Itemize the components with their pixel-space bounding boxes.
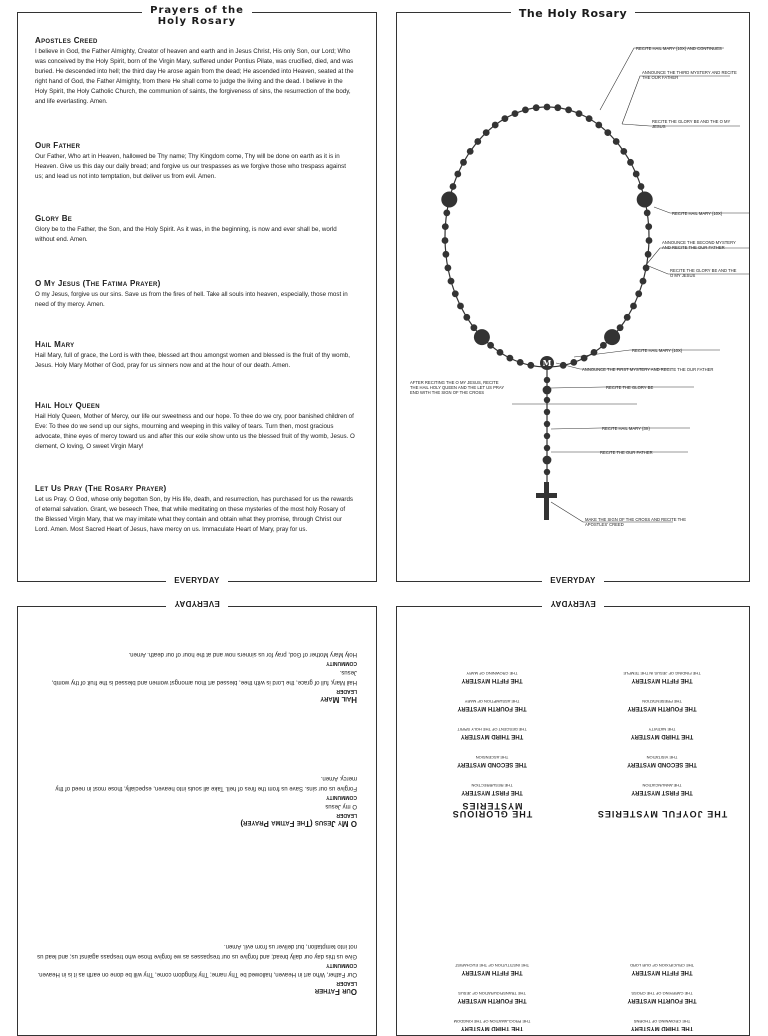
leader-text: O my Jesus: [325, 803, 357, 809]
community-label: COMMUNITY: [326, 962, 357, 968]
mystery-desc: THE PROCLAMATION OF THE KINGDOM: [453, 1019, 531, 1024]
prayer-title: Apostles Creed: [35, 36, 98, 45]
crucifix: [536, 482, 557, 520]
prayer-text: I believe in God, the Father Almighty, Creator of heaven and earth and in Jesus Christ, His only Son, our Lord; Who was conceived by the Holy Spirit, born of the Virgin Mary, suffered under Pontius Pilate, was crucified, died, and was buried. He descended into hell; the third day He arose again from the dead; He ascended into Heaven, seated at the right hand of God, the Father Almighty, from there He shall come to judge the living and the dead. I believe in the Holy Spirit, the Holy Catholic Church, the communion of saints, the forgiveness of sins, the resurrection of the body, and life everlasting. Amen.: [35, 48, 354, 106]
hail-mary-bead: [512, 110, 519, 117]
label-after-reciting: AFTER RECITING THE O MY JESUS, RECITE THE HAIL HOLY QUEEN AND THE LET US PRAY END WITH THE SIGN OF THE CROSS: [410, 380, 505, 395]
stem-bead: [544, 469, 550, 475]
hail-mary-bead: [502, 115, 509, 122]
prayer-hail-mary: [35, 340, 355, 371]
leader-label: LEADER: [336, 812, 357, 818]
hail-mary-bead: [527, 362, 534, 369]
sorrowful-4: [592, 990, 732, 1004]
joyful-1: [592, 782, 732, 796]
hail-mary-bead: [467, 148, 474, 155]
prayers-title-line2: Holy Rosary: [157, 16, 237, 27]
hail-mary-bead: [646, 237, 653, 244]
hail-mary-bead: [640, 278, 647, 285]
joyful-title-text: THE JOYFUL MYSTERIES: [596, 809, 728, 819]
label-glory-be-stem: RECITE THE GLORY BE: [606, 385, 654, 390]
community-text: Forgive us our sins. Save us from the fires of hell. Take all souls into heaven, especially, those most in need of thy mercy. Amen.: [55, 775, 357, 791]
prayer-text: O my Jesus, forgive us our sins. Save us from the fires of hell. Take all souls into heaven, especially, those most in need of thy mercy. Amen.: [35, 291, 348, 309]
prayer-let-us-pray: [35, 484, 355, 535]
label-first-mystery: ANNOUNCE THE FIRST MYSTERY AND RECITE THE OUR FATHER: [582, 367, 714, 372]
label-glory-be-mid: RECITE THE GLORY BE AND THE O MY JESUS: [670, 268, 737, 278]
label-second-mystery: ANNOUNCE THE SECOND MYSTERY AND RECITE THE OUR FATHER: [662, 240, 736, 250]
community-text: Give us this day our daily bread; and forgive us our trespasses as we forgive those who trespass against us; and lead us not into temptation, but deliver us from evil. Amen.: [37, 943, 357, 959]
prayer-title: Hail Mary: [35, 340, 75, 349]
hail-mary-bead: [624, 314, 631, 321]
mystery-number: THE FIFTH MYSTERY: [461, 969, 523, 975]
prayer-text: Glory be to the Father, the Son, and the Holy Spirit. As it was, in the beginning, is now and ever shall be, world without end. Amen.: [35, 226, 337, 244]
prayer-text: Hail Mary, full of grace, the Lord is with thee, blessed art thou amongst women and blessed is the fruit of thy womb, Jesus. Holy Mary Mother of God, pray for us sinners now and at the hour of our death. Amen.: [35, 352, 350, 370]
responsive-prayers-page: [17, 599, 377, 1036]
hail-mary-bead: [644, 210, 651, 217]
prayers-page: [17, 5, 377, 585]
hail-mary-bead: [471, 324, 478, 331]
hail-mary-bead: [474, 138, 481, 145]
label-hail-mary-10: RECITE HAIL MARY (10X): [672, 211, 723, 216]
mystery-desc: THE ASSUMPTION OF MARY: [464, 699, 520, 704]
hail-mary-bead: [517, 359, 524, 366]
hail-mary-bead: [497, 349, 504, 356]
hail-mary-bead: [600, 342, 607, 349]
hail-mary-bead: [586, 115, 593, 122]
section-title: Our Father: [314, 987, 357, 996]
prayer-title: Glory Be: [35, 214, 73, 223]
leader-label: LEADER: [336, 980, 357, 986]
responsive-footer: [17, 596, 377, 614]
glorious-4: [422, 698, 562, 712]
hail-mary-bead: [448, 278, 455, 285]
prayers-footer: [17, 570, 377, 588]
hail-mary-bead: [442, 223, 449, 230]
responsive-hail-mary: [37, 649, 357, 704]
mysteries-page: [396, 599, 750, 1036]
mystery-desc: THE CRUCIFIXION OF OUR LORD: [630, 963, 695, 968]
prayer-glory-be: [35, 214, 355, 245]
leader-text: Our Father, Who art in Heaven, hallowed be Thy name; Thy Kingdom come, Thy will be done on earth as it is in Heaven.: [37, 971, 357, 977]
sorrowful-5: [592, 962, 732, 976]
luminous-3: [422, 1018, 562, 1032]
medal-letter: M: [542, 358, 552, 368]
stem-bead: [544, 377, 550, 383]
prayers-title: [17, 5, 377, 29]
mystery-desc: THE DESCENT OF THE HOLY SPIRIT: [457, 727, 527, 732]
everyday-logo: EVERYDAY: [166, 599, 227, 608]
mystery-number: THE THIRD MYSTERY: [630, 1025, 694, 1031]
label-sign-of-cross: MAKE THE SIGN OF THE CROSS AND RECITE THE APOSTLES' CREED: [585, 517, 686, 527]
mystery-desc: THE ASCENSION: [475, 755, 509, 760]
mystery-desc: THE NATIVITY: [648, 727, 676, 732]
hail-mary-bead: [544, 104, 551, 111]
glorious-title-text: THE GLORIOUS MYSTERIES: [451, 801, 533, 819]
mystery-desc: THE FINDING OF JESUS IN THE TEMPLE: [623, 671, 701, 676]
prayer-title: Let Us Pray (The Rosary Prayer): [35, 484, 167, 493]
mystery-desc: THE RESURRECTION: [471, 783, 513, 788]
hail-mary-bead: [613, 138, 620, 145]
prayer-fatima: [35, 279, 355, 310]
hail-mary-bead: [635, 290, 642, 297]
hail-mary-bead: [576, 110, 583, 117]
hail-mary-bead: [570, 359, 577, 366]
prayer-text: Hail Holy Queen, Mother of Mercy, our life our sweetness and our hope. To thee do we cry, poor banished children of Eve: To thee do we send up our sighs, mourning and weeping in this valley of tears. Turn then, most gracious advocate, thine eyes of mercy toward us and after this our exile show unto us the blessed fruit of thy womb, Jesus. O clement, O loving, O sweet Virgin Mary!: [35, 413, 355, 451]
hail-mary-bead: [522, 107, 529, 114]
rosary-page: [396, 7, 750, 585]
hail-mary-bead: [460, 159, 467, 166]
mystery-number: THE SECOND MYSTERY: [627, 761, 697, 767]
hail-mary-bead: [633, 171, 640, 178]
hail-mary-bead: [643, 265, 650, 272]
prayer-hail-holy-queen: [35, 401, 355, 452]
section-title: O My Jesus (The Fatima Prayer): [240, 819, 357, 828]
hail-mary-bead: [463, 314, 470, 321]
joyful-3: [592, 726, 732, 740]
hail-mary-bead: [457, 303, 464, 310]
community-label: COMMUNITY: [326, 660, 357, 666]
label-hail-mary-continues: RECITE HAIL MARY (10X) AND CONTINUES: [636, 46, 722, 51]
joyful-title: [592, 810, 732, 818]
hail-mary-bead: [454, 171, 461, 178]
hail-mary-bead: [507, 355, 514, 362]
mystery-number: THE FOURTH MYSTERY: [457, 705, 527, 711]
mystery-number: THE FIFTH MYSTERY: [631, 677, 693, 683]
luminous-4: [422, 990, 562, 1004]
stem-bead: [543, 386, 552, 395]
mystery-number: THE FOURTH MYSTERY: [457, 997, 527, 1003]
hail-mary-bead: [617, 324, 624, 331]
mystery-desc: THE CROWNING OF THORNS: [633, 1019, 691, 1024]
label-our-father: RECITE THE OUR FATHER: [600, 450, 653, 455]
stem-bead: [544, 445, 550, 451]
sorrowful-3: [592, 1018, 732, 1032]
our-father-bead: [441, 192, 457, 208]
hail-mary-bead: [630, 303, 637, 310]
label-hail-mary-10-lower: RECITE HAIL MARY (10X): [632, 348, 683, 353]
hail-mary-bead: [620, 148, 627, 155]
prayer-text: Our Father, Who art in Heaven, hallowed be Thy name; Thy Kingdom come, Thy will be done on earth as it is in Heaven. Give us this day our daily bread; and forgive us our trespasses as we forgive those who trespass against us; and lead us not into temptation, but deliver us from evil. Amen.: [35, 153, 346, 181]
mystery-number: THE THIRD MYSTERY: [460, 733, 524, 739]
stem-bead: [544, 433, 550, 439]
prayer-title: Hail Holy Queen: [35, 401, 100, 410]
prayers-title-line1: Prayers of the: [150, 5, 244, 16]
hail-mary-bead: [533, 104, 540, 111]
stem-bead: [544, 409, 550, 415]
prayer-apostles-creed: [35, 36, 355, 108]
hail-mary-bead: [565, 107, 572, 114]
label-glory-be-top: RECITE THE GLORY BE AND THE O MY JESUS: [652, 119, 731, 129]
section-title: Hail Mary: [320, 695, 357, 704]
mystery-desc: THE VISITATION: [646, 755, 678, 760]
leader-text: Hail Mary, full of grace, the Lord is with thee, blessed art thou amongst women and blessed is the fruit of thy womb, Jesus.: [51, 669, 357, 685]
mystery-number: THE FOURTH MYSTERY: [627, 705, 697, 711]
mystery-desc: THE CROWNING OF MARY: [466, 671, 518, 676]
mysteries-footer: [396, 596, 750, 614]
leader-label: LEADER: [336, 688, 357, 694]
hail-mary-bead: [442, 237, 449, 244]
mystery-number: THE THIRD MYSTERY: [460, 1025, 524, 1031]
rosary-footer: [396, 570, 750, 588]
everyday-logo: EVERYDAY: [542, 576, 603, 585]
community-text: Holy Mary Mother of God, pray for us sinners now and at the hour of our death. Amen.: [128, 651, 357, 657]
leader-line: [646, 248, 750, 265]
stem-bead: [543, 456, 552, 465]
hail-mary-bead: [638, 183, 645, 190]
everyday-logo: EVERYDAY: [166, 576, 227, 585]
mysteries-page-flipped: [396, 599, 750, 1036]
hail-mary-bead: [645, 223, 652, 230]
everyday-logo: EVERYDAY: [542, 599, 603, 608]
leader-line: [622, 76, 730, 124]
responsive-our-father: [37, 941, 357, 996]
joyful-2: [592, 754, 732, 768]
our-father-bead: [604, 329, 620, 345]
stem-bead: [544, 397, 550, 403]
mystery-desc: THE CARRYING OF THE CROSS: [631, 991, 693, 996]
hail-mary-bead: [645, 251, 652, 258]
responsive-page-flipped: [17, 599, 377, 1036]
hail-mary-bead: [487, 342, 494, 349]
mystery-desc: THE TRANSFIGURATION OF JESUS: [458, 991, 526, 996]
our-father-bead: [637, 192, 653, 208]
responsive-fatima: [37, 773, 357, 828]
hail-mary-bead: [595, 122, 602, 129]
label-third-mystery: ANNOUNCE THE THIRD MYSTERY AND RECITE THE OUR FATHER: [642, 70, 737, 80]
mystery-number: THE THIRD MYSTERY: [630, 733, 694, 739]
our-father-bead: [474, 329, 490, 345]
hail-mary-bead: [450, 183, 457, 190]
glorious-2: [422, 754, 562, 768]
glorious-3: [422, 726, 562, 740]
label-hail-mary-3: RECITE HAIL MARY (3X): [602, 426, 650, 431]
mystery-number: THE FIFTH MYSTERY: [631, 969, 693, 975]
hail-mary-bead: [554, 104, 561, 111]
glorious-1: [422, 782, 562, 796]
glorious-title: [422, 802, 562, 818]
mystery-number: THE SECOND MYSTERY: [457, 761, 527, 767]
glorious-5: [422, 670, 562, 684]
mystery-number: THE FIRST MYSTERY: [461, 789, 523, 795]
hail-mary-bead: [492, 122, 499, 129]
mystery-desc: THE INSTITUTION OF THE EUCHARIST: [454, 963, 530, 968]
rosary-title-text: The Holy Rosary: [511, 7, 635, 20]
hail-mary-bead: [443, 210, 450, 217]
joyful-5: [592, 670, 732, 684]
prayer-our-father: [35, 141, 355, 182]
mystery-number: THE FOURTH MYSTERY: [627, 997, 697, 1003]
hail-mary-bead: [604, 129, 611, 136]
stem-bead: [544, 421, 550, 427]
prayer-title: O My Jesus (The Fatima Prayer): [35, 279, 161, 288]
community-label: COMMUNITY: [326, 794, 357, 800]
hail-mary-bead: [627, 159, 634, 166]
hail-mary-bead: [452, 290, 459, 297]
prayer-title: Our Father: [35, 141, 81, 150]
mystery-desc: THE PRESENTATION: [642, 699, 682, 704]
mystery-desc: THE ANNUNCIATION: [642, 783, 682, 788]
hail-mary-bead: [445, 265, 452, 272]
luminous-5: [422, 962, 562, 976]
rosary-diagram: [396, 12, 750, 582]
mystery-number: THE FIFTH MYSTERY: [461, 677, 523, 683]
hail-mary-bead: [483, 129, 490, 136]
joyful-4: [592, 698, 732, 712]
hail-mary-bead: [443, 251, 450, 258]
mystery-number: THE FIRST MYSTERY: [631, 789, 693, 795]
prayer-text: Let us Pray. O God, whose only begotten Son, by His life, death, and resurrection, has purchased for us the rewards of eternal salvation. Grant, we beseech Thee, that while meditating on these mysteries of the most holy Rosary of the Blessed Virgin Mary, that we may imitate what they contain and obtain what they promise, through Christ our Lord. Amen. Most Sacred Heart of Jesus, have mercy on us. Immaculate Heart of Mary, pray for us.: [35, 496, 354, 534]
